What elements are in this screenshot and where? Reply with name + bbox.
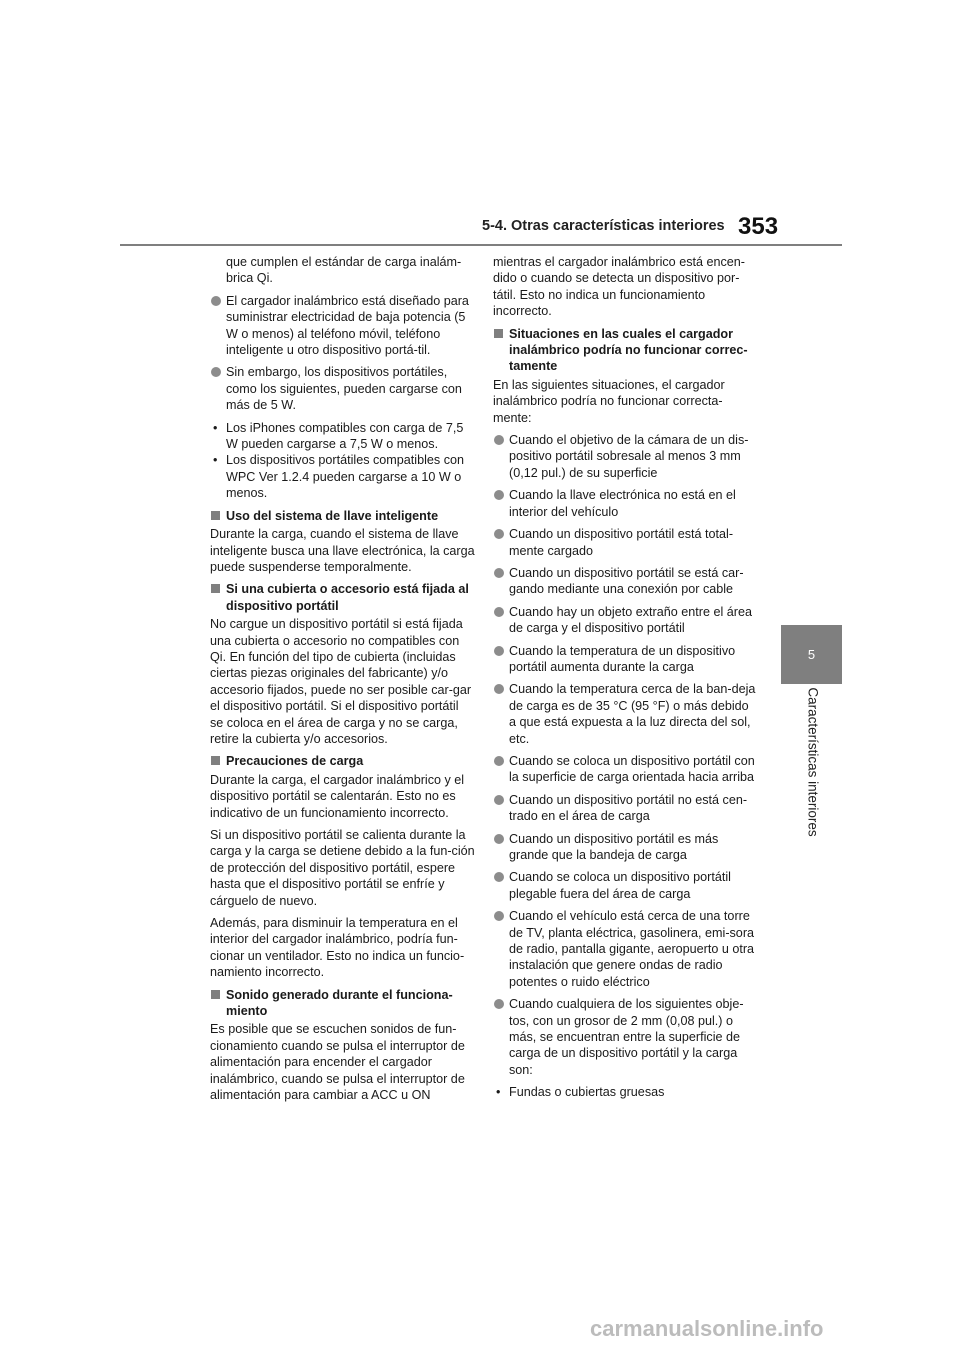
- bullet-item: Cuando el objetivo de la cámara de un dis-positivo portátil sobresale al menos 3 mm (0,12 pul.) de su superficie: [493, 432, 758, 481]
- bullet-item: Cuando un dispositivo portátil está total-mente cargado: [493, 526, 758, 559]
- bullet-item: Cuando la temperatura cerca de la ban-deja de carga es de 35 °C (95 °F) o más debido a que está expuesta a la luz directa del sol, etc.: [493, 681, 758, 747]
- header-divider: [120, 244, 842, 246]
- section-heading: Si una cubierta o accesorio está fijada al dispositivo portátil: [210, 581, 475, 614]
- bullet-item: Cuando un dispositivo portátil se está car-gando mediante una conexión por cable: [493, 565, 758, 598]
- bullet-item: Cuando un dispositivo portátil es más grande que la bandeja de carga: [493, 831, 758, 864]
- section-heading: Situaciones en las cuales el cargador inalámbrico podría no funcionar correc-tamente: [493, 326, 758, 375]
- paragraph: Durante la carga, cuando el sistema de llave inteligente busca una llave electrónica, la carga puede suspenderse temporalmente.: [210, 527, 475, 574]
- paragraph: Si un dispositivo portátil se calienta durante la carga y la carga se detiene debido a la fun-ción de protección del dispositivo portátil, espere hasta que el dispositivo portátil se enfríe y cárguelo de nuevo.: [210, 828, 475, 908]
- chapter-side-label: Características interiores: [805, 687, 821, 837]
- bullet-item: Cuando un dispositivo portátil no está cen-trado en el área de carga: [493, 792, 758, 825]
- paragraph: Es posible que se escuchen sonidos de fun-cionamiento cuando se pulsa el interruptor de alimentación para encender el cargador inalámbrico, cuando se pulsa el interruptor de alimentación para cambiar a ACC u ON: [210, 1022, 465, 1103]
- bullet-item: Cuando la temperatura de un dispositivo portátil aumenta durante la carga: [493, 643, 758, 676]
- sub-item: • Los dispositivos portátiles compatibles con WPC Ver 1.2.4 pueden cargarse a 10 W o menos.: [210, 452, 475, 501]
- bullet-item: Cuando se coloca un dispositivo portátil plegable fuera del área de carga: [493, 869, 758, 902]
- paragraph: Durante la carga, el cargador inalámbrico y el dispositivo portátil se calentarán. Esto no es indicativo de un funcionamiento incorrecto.: [210, 772, 465, 820]
- watermark: carmanualsonline.info: [590, 1316, 824, 1341]
- section-heading: Precauciones de carga: [210, 753, 475, 769]
- section-heading: Sonido generado durante el funciona-miento: [210, 987, 475, 1020]
- sub-item: • Fundas o cubiertas gruesas: [493, 1084, 758, 1100]
- bullet-item: Cuando se coloca un dispositivo portátil con la superficie de carga orientada hacia arriba: [493, 753, 758, 786]
- bullet-item: Cuando cualquiera de los siguientes obje-tos, con un grosor de 2 mm (0,08 pul.) o más, se encuentran entre la superficie de carga de un dispositivo portátil y la carga son:: [493, 996, 758, 1078]
- left-column: [210, 254, 475, 1110]
- section-title: 5-4. Otras características interiores: [482, 218, 725, 234]
- bullet-item: Sin embargo, los dispositivos portátiles, como los siguientes, pueden cargarse con más de 5 W.: [210, 364, 475, 413]
- bullet-item: Cuando hay un objeto extraño entre el área de carga y el dispositivo portátil: [493, 604, 758, 637]
- paragraph: que cumplen el estándar de carga inalám-brica Qi.: [226, 255, 462, 286]
- chapter-tab[interactable]: [781, 625, 842, 684]
- sub-list: [210, 420, 475, 502]
- bullet-item: Cuando el vehículo está cerca de una torre de TV, planta eléctrica, gasolinera, emi-sora de radio, pantalla gigante, aeropuerto u otra instalación que genere ondas de radio potentes o ruido eléctrico: [493, 908, 758, 990]
- bullet-item: El cargador inalámbrico está diseñado para suministrar electricidad de baja potencia (5 W o menos) al teléfono móvil, teléfono inteligente u otro dispositivo portá-til.: [210, 293, 475, 359]
- bullet-item: Cuando la llave electrónica no está en el interior del vehículo: [493, 487, 758, 520]
- right-column: [493, 254, 758, 1101]
- sub-item: • Los iPhones compatibles con carga de 7,5 W pueden cargarse a 7,5 W o menos.: [210, 420, 475, 453]
- page-number: 353: [738, 213, 779, 240]
- chapter-number: 5: [807, 647, 816, 662]
- paragraph: No cargue un dispositivo portátil si está fijada una cubierta o accesorio no compatibles con Qi. En función del tipo de cubierta (incluidas ciertas piezas originales del fabricante) y/o accesorio fijados, puede no ser posible car-gar el dispositivo portátil. Si el dispositivo portátil se coloca en el área de carga y no se carga, retire la cubierta y/o accesorios.: [210, 617, 472, 746]
- section-heading: Uso del sistema de llave inteligente: [210, 508, 475, 524]
- paragraph: mientras el cargador inalámbrico está encen-dido o cuando se detecta un dispositivo por-tátil. Esto no indica un funcionamiento incorrecto.: [493, 255, 745, 319]
- paragraph: En las siguientes situaciones, el cargador inalámbrico podría no funcionar correcta-mente:: [493, 377, 725, 425]
- paragraph: Además, para disminuir la temperatura en el interior del cargador inalámbrico, podría fun-cionar un ventilador. Esto no indica un funcio-namiento incorrecto.: [210, 916, 465, 980]
